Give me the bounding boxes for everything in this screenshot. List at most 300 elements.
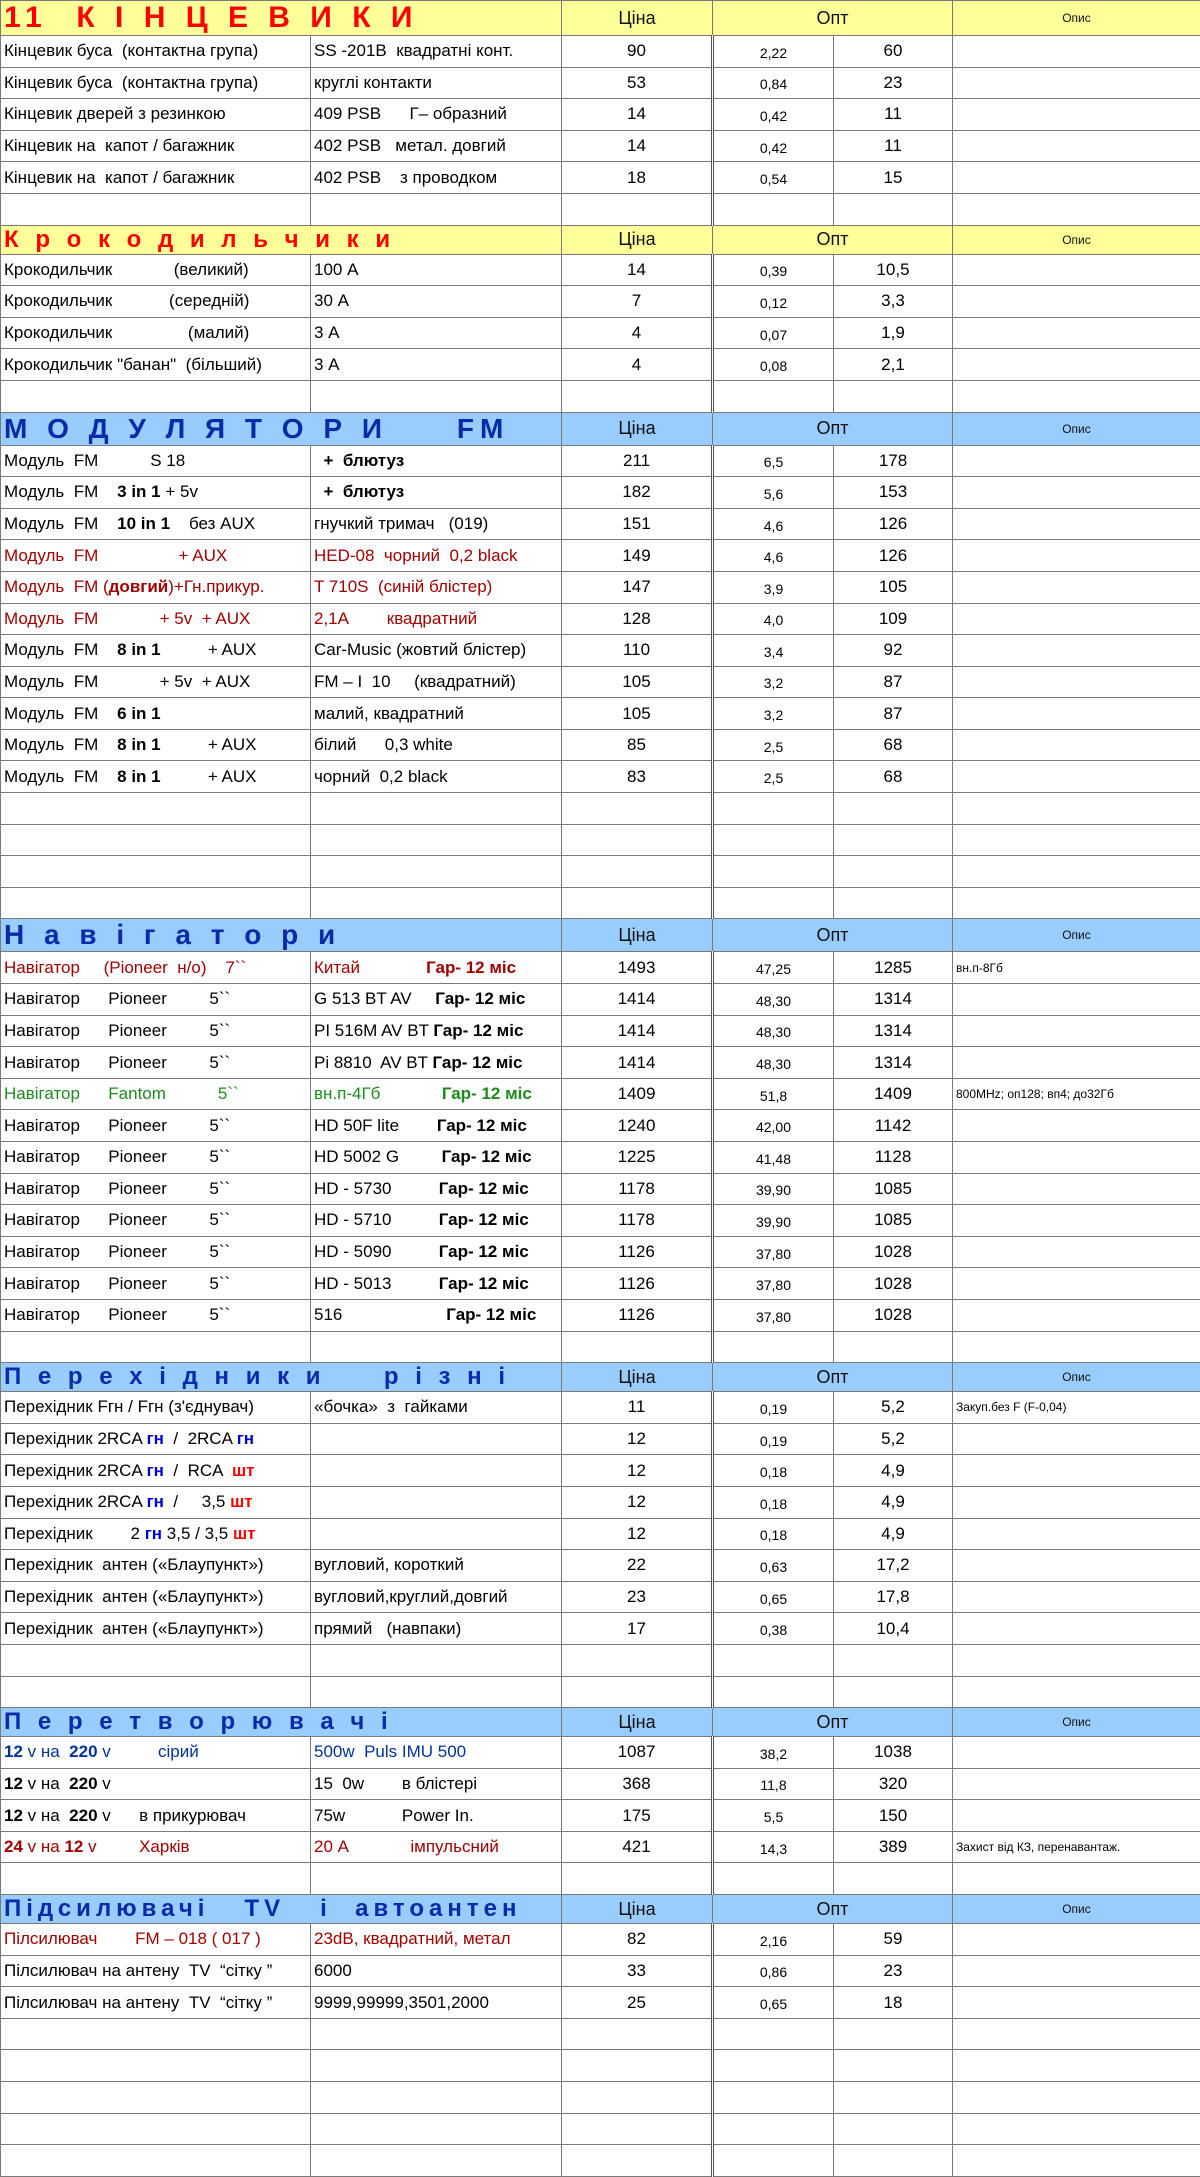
product-spec-cell <box>311 477 562 509</box>
table-row <box>1 1205 1200 1237</box>
empty-cell <box>1 1863 311 1895</box>
section-header <box>1 1 1200 36</box>
text-segment: / 2RCA <box>164 1429 237 1448</box>
opt-usd-cell: 39,90 <box>713 1205 834 1237</box>
empty-cell <box>562 1863 713 1895</box>
product-spec-cell <box>311 1955 562 1987</box>
opt-usd-cell: 0,65 <box>713 1581 834 1613</box>
opt-usd-cell: 3,9 <box>713 571 834 603</box>
product-name-cell <box>1 540 311 572</box>
text-segment: Модуль FM <box>4 640 117 659</box>
empty-cell <box>562 824 713 856</box>
table-row <box>1 349 1200 381</box>
table-row <box>1 1110 1200 1142</box>
empty-row <box>1 2082 1200 2114</box>
price-cell: 1178 <box>562 1205 713 1237</box>
text-segment: Перехідник 2RCA <box>4 1461 147 1480</box>
text-segment: 6 in 1 <box>117 704 160 723</box>
table-row <box>1 1486 1200 1518</box>
text-segment: Кінцевик буса (контактна група) <box>4 41 258 60</box>
table-row <box>1 571 1200 603</box>
opt-price-cell: 2,1 <box>834 349 953 381</box>
empty-row <box>1 2113 1200 2145</box>
opt-usd-cell: 0,38 <box>713 1613 834 1645</box>
description-cell: Захист від КЗ, перенавантаж. <box>953 1831 1200 1863</box>
text-segment: HD - 5730 <box>314 1179 439 1198</box>
price-cell: 151 <box>562 508 713 540</box>
product-spec-cell <box>311 952 562 984</box>
empty-cell <box>562 1676 713 1708</box>
text-segment: 220 <box>69 1774 97 1793</box>
description-cell <box>953 603 1200 635</box>
description-cell <box>953 1518 1200 1550</box>
opt-usd-cell: 2,22 <box>713 36 834 68</box>
empty-cell <box>953 824 1200 856</box>
text-segment: 3,5 / 3,5 <box>162 1524 233 1543</box>
text-segment: 6000 <box>314 1961 352 1980</box>
text-segment: Крокодильчик (малий) <box>4 323 249 342</box>
empty-cell <box>834 2113 953 2145</box>
table-row <box>1 1047 1200 1079</box>
empty-row <box>1 193 1200 225</box>
table-row <box>1 1613 1200 1645</box>
opt-price-cell: 1,9 <box>834 317 953 349</box>
opt-price-cell: 87 <box>834 698 953 730</box>
opt-price-cell: 1285 <box>834 952 953 984</box>
text-segment: Гар- 12 міс <box>439 1210 529 1229</box>
opt-price-cell: 4,9 <box>834 1486 953 1518</box>
opt-usd-cell: 2,5 <box>713 729 834 761</box>
description-cell <box>953 1173 1200 1205</box>
table-row <box>1 1518 1200 1550</box>
product-name-cell <box>1 1110 311 1142</box>
product-name-cell <box>1 1550 311 1582</box>
section-header <box>1 225 1200 254</box>
empty-cell <box>562 2082 713 2114</box>
text-segment: білий 0,3 white <box>314 735 453 754</box>
table-row <box>1 1768 1200 1800</box>
price-column-header: Ціна <box>562 225 713 254</box>
product-spec-cell <box>311 162 562 194</box>
table-row <box>1 1550 1200 1582</box>
opt-price-cell: 11 <box>834 130 953 162</box>
price-cell: 85 <box>562 729 713 761</box>
text-segment: шт <box>233 1524 256 1543</box>
text-segment: FM – I 10 (квадратний) <box>314 672 516 691</box>
empty-cell <box>953 1331 1200 1363</box>
text-segment: 3 А <box>314 355 340 374</box>
product-spec-cell <box>311 1550 562 1582</box>
opt-usd-cell: 4,6 <box>713 540 834 572</box>
description-cell <box>953 254 1200 286</box>
text-segment: Навігатор Pioneer 5`` <box>4 1274 230 1293</box>
opt-usd-cell: 0,18 <box>713 1518 834 1550</box>
price-cell: 1493 <box>562 952 713 984</box>
text-segment: 10 in 1 <box>117 514 170 533</box>
opt-usd-cell: 2,5 <box>713 761 834 793</box>
empty-cell <box>311 380 562 412</box>
price-column-header: Ціна <box>562 1 713 36</box>
product-spec-cell <box>311 571 562 603</box>
opt-price-cell: 68 <box>834 761 953 793</box>
description-cell <box>953 1047 1200 1079</box>
description-cell <box>953 99 1200 131</box>
text-segment: 8 in 1 <box>117 767 160 786</box>
text-segment: Китай <box>314 958 426 977</box>
description-cell <box>953 1236 1200 1268</box>
opt-usd-cell: 37,80 <box>713 1268 834 1300</box>
text-segment: 11 К І Н Ц Е В И К И <box>4 1 418 34</box>
empty-cell <box>834 380 953 412</box>
product-name-cell <box>1 130 311 162</box>
text-segment: 402 PSB метал. довгий <box>314 136 506 155</box>
text-segment: PI 516M AV BT <box>314 1021 433 1040</box>
price-column-header: Ціна <box>562 1895 713 1924</box>
empty-cell <box>713 793 834 825</box>
description-cell <box>953 1268 1200 1300</box>
text-segment: Навігатор Pioneer 5`` <box>4 1210 230 1229</box>
empty-cell <box>713 887 834 919</box>
product-name-cell <box>1 99 311 131</box>
text-segment: Гар- 12 міс <box>432 1053 522 1072</box>
text-segment: Перехідник антен («Блаупункт») <box>4 1619 264 1638</box>
text-segment: 23dB, квадратний, метал <box>314 1929 511 1948</box>
text-segment: Pi 8810 AV BT <box>314 1053 432 1072</box>
product-spec-cell <box>311 1737 562 1769</box>
table-row <box>1 761 1200 793</box>
opt-price-cell: 17,2 <box>834 1550 953 1582</box>
opt-column-header: Опт <box>713 1363 953 1392</box>
empty-row <box>1 824 1200 856</box>
price-cell: 1414 <box>562 1015 713 1047</box>
opt-price-cell: 1142 <box>834 1110 953 1142</box>
empty-cell <box>1 193 311 225</box>
product-spec-cell <box>311 1987 562 2019</box>
product-name-cell <box>1 666 311 698</box>
text-segment: гн <box>237 1429 254 1448</box>
section-header <box>1 1363 1200 1392</box>
product-spec-cell <box>311 254 562 286</box>
text-segment: Крокодильчик (великий) <box>4 260 249 279</box>
opt-price-cell: 1314 <box>834 1015 953 1047</box>
text-segment: Навігатор Fantom 5`` <box>4 1084 239 1103</box>
price-cell: 14 <box>562 99 713 131</box>
text-segment: Навігатор Pioneer 5`` <box>4 1116 230 1135</box>
text-segment: 12 <box>64 1837 83 1856</box>
table-row <box>1 254 1200 286</box>
text-segment: чорний 0,2 black <box>314 767 448 786</box>
text-segment: HD - 5710 <box>314 1210 439 1229</box>
table-row <box>1 1987 1200 2019</box>
empty-cell <box>562 1644 713 1676</box>
price-cell: 14 <box>562 254 713 286</box>
table-row <box>1 666 1200 698</box>
opt-price-cell: 23 <box>834 1955 953 1987</box>
table-row <box>1 1392 1200 1424</box>
product-spec-cell <box>311 1299 562 1331</box>
description-cell <box>953 1581 1200 1613</box>
product-spec-cell <box>311 1581 562 1613</box>
desc-column-header: Опис <box>953 1895 1200 1924</box>
description-cell <box>953 1142 1200 1174</box>
empty-cell <box>562 856 713 888</box>
section-title <box>1 919 562 952</box>
product-spec-cell <box>311 1455 562 1487</box>
text-segment: + AUX <box>161 640 257 659</box>
opt-usd-cell: 5,6 <box>713 477 834 509</box>
product-name-cell <box>1 1768 311 1800</box>
text-segment: шт <box>232 1461 255 1480</box>
description-cell <box>953 508 1200 540</box>
table-row <box>1 286 1200 318</box>
empty-cell <box>1 793 311 825</box>
description-cell <box>953 67 1200 99</box>
opt-price-cell: 5,2 <box>834 1392 953 1424</box>
empty-cell <box>311 2113 562 2145</box>
empty-cell <box>713 2018 834 2050</box>
opt-price-cell: 1409 <box>834 1078 953 1110</box>
price-cell: 14 <box>562 130 713 162</box>
text-segment: круглі контакти <box>314 73 432 92</box>
product-spec-cell <box>311 1268 562 1300</box>
opt-usd-cell: 0,54 <box>713 162 834 194</box>
product-spec-cell <box>311 540 562 572</box>
product-spec-cell <box>311 729 562 761</box>
section-title <box>1 1 562 36</box>
text-segment: Гар- 12 міс <box>426 958 516 977</box>
description-cell <box>953 540 1200 572</box>
opt-usd-cell: 37,80 <box>713 1236 834 1268</box>
text-segment: Перехідник 2 <box>4 1524 145 1543</box>
empty-cell <box>562 380 713 412</box>
opt-usd-cell: 0,65 <box>713 1987 834 2019</box>
text-segment: Перехідник Fгн / Fгн (з'єднувач) <box>4 1397 254 1416</box>
opt-usd-cell: 37,80 <box>713 1299 834 1331</box>
text-segment: гнучкий тримач (019) <box>314 514 488 533</box>
product-name-cell <box>1 1015 311 1047</box>
table-row <box>1 984 1200 1016</box>
opt-price-cell: 68 <box>834 729 953 761</box>
opt-price-cell: 320 <box>834 1768 953 1800</box>
product-spec-cell <box>311 286 562 318</box>
opt-usd-cell: 5,5 <box>713 1800 834 1832</box>
text-segment: без AUX <box>170 514 255 533</box>
text-segment: SS -201В квадратні конт. <box>314 41 513 60</box>
description-cell <box>953 698 1200 730</box>
description-cell <box>953 1423 1200 1455</box>
product-name-cell <box>1 1955 311 1987</box>
opt-usd-cell: 0,07 <box>713 317 834 349</box>
text-segment: 30 А <box>314 291 349 310</box>
product-spec-cell <box>311 1047 562 1079</box>
description-cell <box>953 317 1200 349</box>
opt-column-header: Опт <box>713 919 953 952</box>
text-segment: вугловий, короткий <box>314 1555 464 1574</box>
product-spec-cell <box>311 1831 562 1863</box>
product-spec-cell <box>311 130 562 162</box>
empty-cell <box>834 793 953 825</box>
text-segment: Пілсилювач на антену TV “сітку ” <box>4 1993 272 2012</box>
empty-cell <box>834 1863 953 1895</box>
section-header <box>1 919 1200 952</box>
text-segment: прямий (навпаки) <box>314 1619 461 1638</box>
product-name-cell <box>1 1173 311 1205</box>
product-name-cell <box>1 1078 311 1110</box>
product-name-cell <box>1 1486 311 1518</box>
section-header <box>1 1708 1200 1737</box>
price-cell: 1414 <box>562 1047 713 1079</box>
text-segment: 3 in 1 <box>117 482 160 501</box>
desc-column-header: Опис <box>953 225 1200 254</box>
table-row <box>1 445 1200 477</box>
section-title <box>1 225 562 254</box>
empty-cell <box>311 193 562 225</box>
text-segment: Крокодильчик "банан" (більший) <box>4 355 262 374</box>
price-cell: 17 <box>562 1613 713 1645</box>
text-segment: Підсилювачі TV і автоантен <box>4 1895 521 1922</box>
description-cell <box>953 445 1200 477</box>
text-segment: «бочка» з гайками <box>314 1397 468 1416</box>
product-name-cell <box>1 1831 311 1863</box>
price-cell: 22 <box>562 1550 713 1582</box>
product-spec-cell <box>311 761 562 793</box>
table-row <box>1 1268 1200 1300</box>
opt-usd-cell: 0,39 <box>713 254 834 286</box>
desc-column-header: Опис <box>953 1 1200 36</box>
empty-cell <box>953 1863 1200 1895</box>
empty-cell <box>834 1644 953 1676</box>
opt-usd-cell: 0,42 <box>713 99 834 131</box>
price-cell: 12 <box>562 1486 713 1518</box>
empty-row <box>1 1863 1200 1895</box>
opt-price-cell: 1028 <box>834 1299 953 1331</box>
product-name-cell <box>1 1268 311 1300</box>
text-segment: гн <box>147 1461 164 1480</box>
table-row <box>1 635 1200 667</box>
text-segment: HED-08 чорний 0,2 black <box>314 546 518 565</box>
section-title <box>1 412 562 445</box>
opt-price-cell: 4,9 <box>834 1518 953 1550</box>
product-spec-cell <box>311 984 562 1016</box>
opt-usd-cell: 0,18 <box>713 1486 834 1518</box>
empty-cell <box>834 1676 953 1708</box>
opt-price-cell: 1128 <box>834 1142 953 1174</box>
text-segment: Перехідник антен («Блаупункт») <box>4 1587 264 1606</box>
opt-price-cell: 59 <box>834 1924 953 1956</box>
opt-price-cell: 3,3 <box>834 286 953 318</box>
text-segment: HD - 5013 <box>314 1274 439 1293</box>
price-cell: 1240 <box>562 1110 713 1142</box>
text-segment: Кінцевик буса (контактна група) <box>4 73 258 92</box>
description-cell <box>953 666 1200 698</box>
price-cell: 175 <box>562 1800 713 1832</box>
product-spec-cell <box>311 349 562 381</box>
empty-cell <box>311 2145 562 2177</box>
table-row <box>1 162 1200 194</box>
product-name-cell <box>1 952 311 984</box>
text-segment: + 5v <box>161 482 198 501</box>
empty-cell <box>1 824 311 856</box>
empty-cell <box>311 887 562 919</box>
text-segment: 20 А імпульсний <box>314 1837 499 1856</box>
opt-usd-cell: 3,2 <box>713 666 834 698</box>
empty-cell <box>953 793 1200 825</box>
table-row <box>1 99 1200 131</box>
text-segment: М О Д У Л Я Т О Р И FM <box>4 413 509 444</box>
opt-usd-cell: 51,8 <box>713 1078 834 1110</box>
table-row <box>1 1299 1200 1331</box>
product-name-cell <box>1 761 311 793</box>
product-spec-cell <box>311 317 562 349</box>
table-row <box>1 603 1200 635</box>
empty-cell <box>562 793 713 825</box>
price-cell: 105 <box>562 698 713 730</box>
opt-usd-cell: 48,30 <box>713 984 834 1016</box>
table-row <box>1 1955 1200 1987</box>
text-segment: 24 <box>4 1837 23 1856</box>
empty-cell <box>1 2082 311 2114</box>
desc-column-header: Опис <box>953 919 1200 952</box>
table-row <box>1 477 1200 509</box>
product-name-cell <box>1 571 311 603</box>
text-segment: Гар- 12 міс <box>446 1305 536 1324</box>
opt-usd-cell: 6,5 <box>713 445 834 477</box>
text-segment: v <box>98 1774 111 1793</box>
empty-row <box>1 380 1200 412</box>
description-cell <box>953 1550 1200 1582</box>
opt-price-cell: 153 <box>834 477 953 509</box>
description-cell <box>953 1455 1200 1487</box>
empty-cell <box>953 1644 1200 1676</box>
opt-price-cell: 92 <box>834 635 953 667</box>
price-cell: 33 <box>562 1955 713 1987</box>
text-segment: v в прикурювач <box>98 1806 246 1825</box>
price-cell: 12 <box>562 1423 713 1455</box>
table-row <box>1 540 1200 572</box>
product-name-cell <box>1 317 311 349</box>
text-segment: 12 <box>4 1774 23 1793</box>
price-cell: 105 <box>562 666 713 698</box>
opt-column-header: Опт <box>713 412 953 445</box>
text-segment: 75w Power In. <box>314 1806 474 1825</box>
text-segment: малий, квадратний <box>314 704 464 723</box>
empty-cell <box>1 856 311 888</box>
empty-cell <box>834 856 953 888</box>
price-cell: 23 <box>562 1581 713 1613</box>
opt-usd-cell: 11,8 <box>713 1768 834 1800</box>
product-name-cell <box>1 286 311 318</box>
product-spec-cell <box>311 508 562 540</box>
text-segment: Гар- 12 міс <box>439 1179 529 1198</box>
product-name-cell <box>1 984 311 1016</box>
text-segment: Навігатор Pioneer 5`` <box>4 1053 230 1072</box>
price-cell: 1126 <box>562 1299 713 1331</box>
table-row <box>1 1142 1200 1174</box>
table-row <box>1 1924 1200 1956</box>
description-cell <box>953 1486 1200 1518</box>
text-segment: Модуль FM + AUX <box>4 546 227 565</box>
description-cell <box>953 130 1200 162</box>
empty-cell <box>311 1644 562 1676</box>
product-spec-cell <box>311 67 562 99</box>
product-name-cell <box>1 477 311 509</box>
text-segment: 12 <box>4 1806 23 1825</box>
description-cell <box>953 1987 1200 2019</box>
opt-price-cell: 15 <box>834 162 953 194</box>
table-row <box>1 1078 1200 1110</box>
price-cell: 83 <box>562 761 713 793</box>
description-cell: 800MHz; оп128; вп4; до32Гб <box>953 1078 1200 1110</box>
